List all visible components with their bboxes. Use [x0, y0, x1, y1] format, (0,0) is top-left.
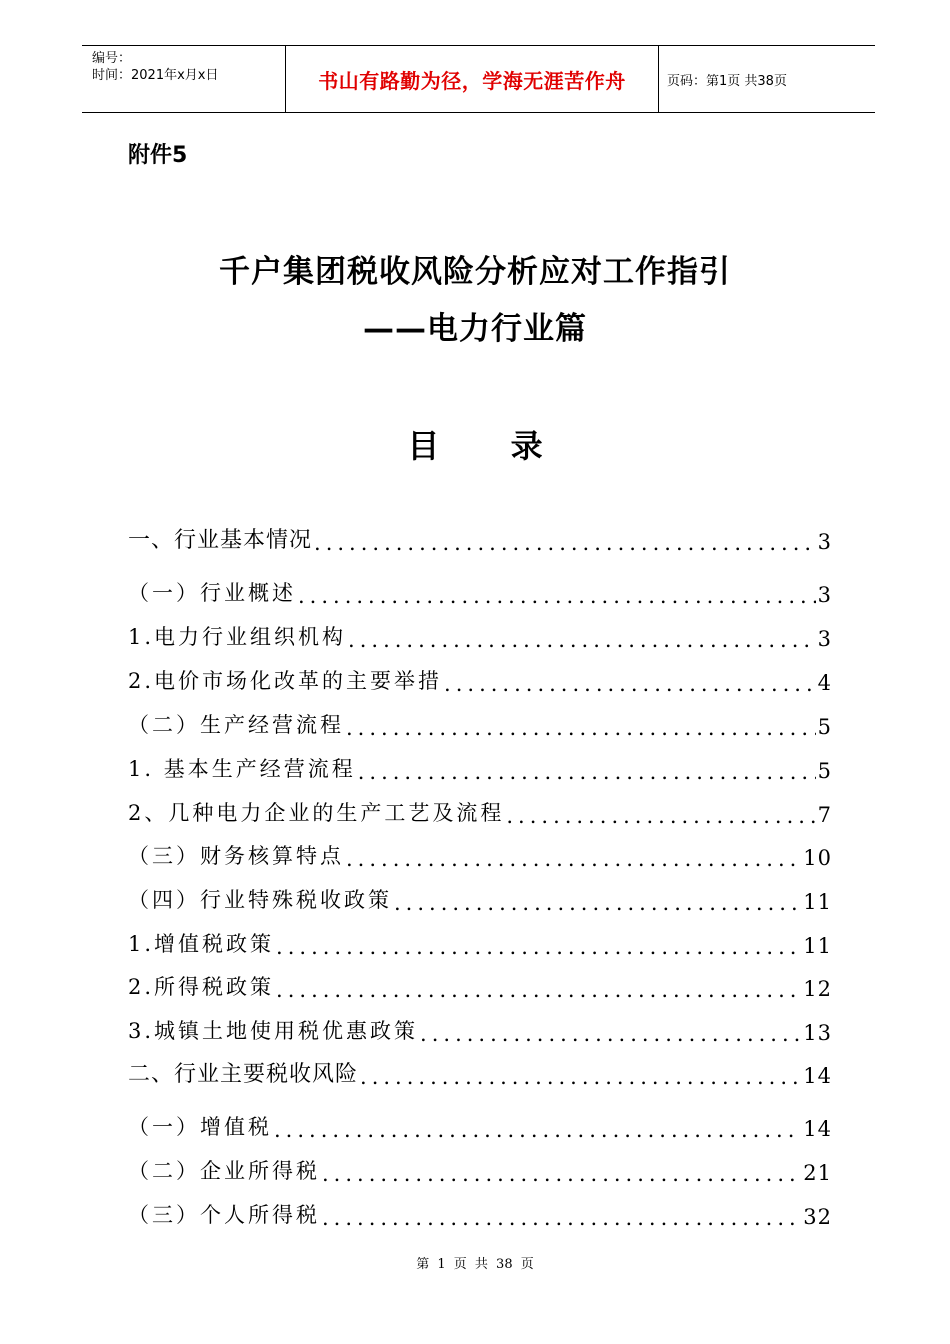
- toc-dot-leader: [506, 806, 815, 827]
- toc-entry[interactable]: [128, 617, 832, 651]
- header-motto: 书山有路勤为径，学海无涯苦作舟: [286, 46, 659, 112]
- document-time-label: 时间：2021年x月x日: [92, 68, 219, 83]
- document-subtitle: ——电力行业篇: [363, 311, 587, 347]
- toc-entry-page: 3: [817, 530, 832, 554]
- document-number-label: 编号：: [92, 51, 132, 66]
- toc-entry-label: （三）个人所得税: [128, 1203, 320, 1227]
- toc-dot-leader: [346, 849, 801, 870]
- toc-entry[interactable]: [128, 749, 832, 783]
- toc-entry-label: （一）增值税: [128, 1115, 272, 1139]
- toc-dot-leader: [276, 980, 801, 1001]
- toc-dot-leader: [346, 718, 816, 739]
- toc-entry-label: 1. 基本生产经营流程: [128, 757, 356, 781]
- toc-dot-leader: [444, 674, 816, 695]
- toc-entry-label: 一、行业基本情况: [128, 528, 313, 553]
- document-title: 千户集团税收风险分析应对工作指引: [219, 254, 731, 290]
- attachment-label: 附件5: [128, 143, 188, 168]
- toc-entry[interactable]: [128, 520, 832, 554]
- toc-dot-leader: [360, 1067, 801, 1088]
- toc-entry[interactable]: [128, 1107, 832, 1141]
- toc-entry[interactable]: [128, 880, 832, 914]
- toc-entry-page: 3: [817, 583, 832, 607]
- toc-entry[interactable]: [128, 573, 832, 607]
- header-meta: [82, 46, 286, 112]
- page-header: [82, 45, 875, 113]
- toc-entry-label: （二）生产经营流程: [128, 713, 344, 737]
- toc-entry-label: 1.电力行业组织机构: [128, 625, 347, 649]
- toc-entry-label: （四）行业特殊税收政策: [128, 888, 392, 912]
- toc-entry-page: 13: [803, 1021, 832, 1045]
- toc-entry-page: 3: [817, 627, 832, 651]
- toc-entry-page: 10: [803, 846, 832, 870]
- toc-entry[interactable]: [128, 1011, 832, 1045]
- toc-entry[interactable]: [128, 1054, 832, 1088]
- toc-entry[interactable]: [128, 705, 832, 739]
- toc-dot-leader: [298, 586, 816, 607]
- toc-entry[interactable]: [128, 924, 832, 958]
- toc-entry-label: 二、行业主要税收风险: [128, 1062, 359, 1087]
- toc-entry-page: 32: [803, 1205, 832, 1229]
- toc-entry-page: 4: [817, 671, 832, 695]
- toc-entry-page: 5: [817, 759, 832, 783]
- page-footer: 第 1 页 共 38 页: [416, 1257, 534, 1272]
- toc-entry-label: 2、几种电力企业的生产工艺及流程: [128, 801, 505, 825]
- toc-dot-leader: [322, 1208, 801, 1229]
- toc-entry[interactable]: [128, 836, 832, 870]
- toc-dot-leader: [274, 1120, 801, 1141]
- toc-entry-page: 12: [803, 977, 832, 1001]
- toc-heading: 目 录: [407, 427, 573, 465]
- toc-entry-page: 14: [803, 1064, 832, 1088]
- toc-entry-page: 21: [803, 1161, 832, 1185]
- header-page-info: 页码：第1页 共38页: [667, 73, 787, 89]
- toc-entry-label: （二）企业所得税: [128, 1159, 320, 1183]
- toc-entry-label: 1.增值税政策: [128, 932, 275, 956]
- toc-entry[interactable]: [128, 967, 832, 1001]
- toc-entry-label: （一）行业概述: [128, 581, 296, 605]
- toc-entry-label: 2.电价市场化改革的主要举措: [128, 669, 443, 693]
- toc-entry-label: 2.所得税政策: [128, 975, 275, 999]
- toc-dot-leader: [348, 630, 816, 651]
- toc-dot-leader: [276, 937, 801, 958]
- toc-entry[interactable]: [128, 1151, 832, 1185]
- toc-entry-page: 11: [803, 934, 832, 958]
- toc-entry[interactable]: [128, 661, 832, 695]
- toc-entry[interactable]: [128, 1195, 832, 1229]
- toc-dot-leader: [394, 893, 801, 914]
- toc-dot-leader: [420, 1024, 801, 1045]
- toc-entry-label: （三）财务核算特点: [128, 844, 344, 868]
- toc-dot-leader: [358, 762, 816, 783]
- toc-entry[interactable]: [128, 793, 832, 827]
- toc-entry-page: 5: [817, 715, 832, 739]
- toc-entry-page: 14: [803, 1117, 832, 1141]
- toc-entry-page: 7: [817, 803, 832, 827]
- toc-entry-page: 11: [803, 890, 832, 914]
- toc-entry-label: 3.城镇土地使用税优惠政策: [128, 1019, 419, 1043]
- toc-dot-leader: [322, 1164, 801, 1185]
- toc-dot-leader: [314, 533, 816, 554]
